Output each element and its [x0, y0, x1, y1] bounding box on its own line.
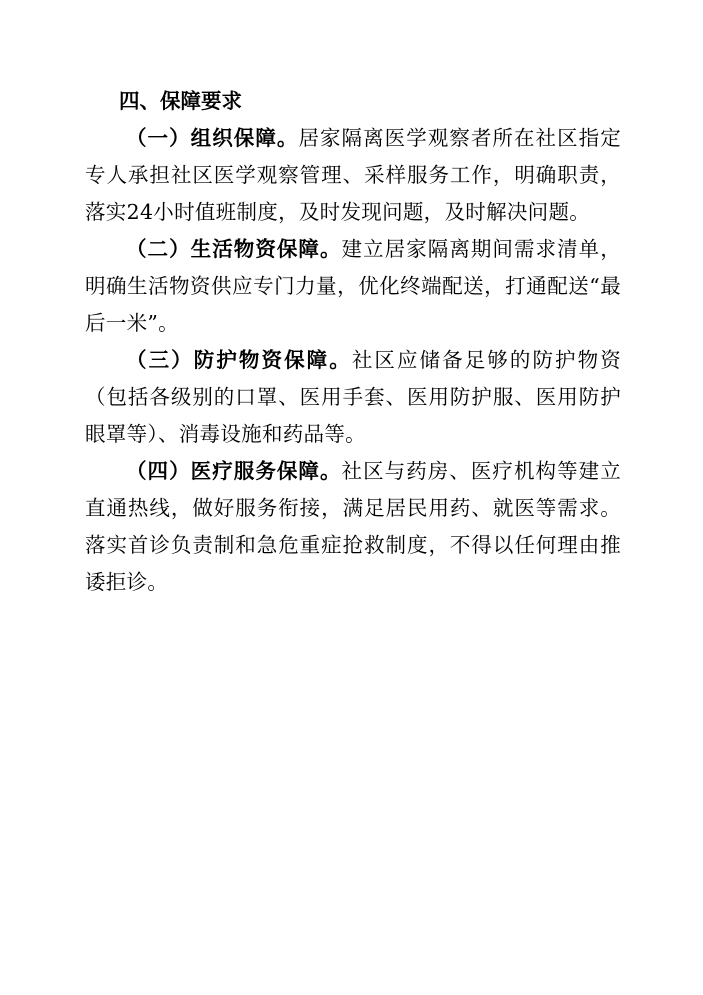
section-heading: 四、保障要求	[119, 89, 242, 113]
paragraph-living-supplies	[85, 231, 621, 342]
paragraph-text: 居家隔离医学观察者所在社区指定专人承担社区医学观察管理、采样服务工作，明确职责，落实24小时值班制度，及时发现问题，及时解决问题。	[85, 126, 621, 224]
document-body	[85, 83, 621, 601]
paragraph-organization	[85, 120, 621, 231]
paragraph-medical-services	[85, 453, 621, 601]
paragraph-text: 建立居家隔离期间需求清单，明确生活物资供应专门力量，优化终端配送，打通配送“最后一米”。	[85, 237, 621, 335]
paragraph-lead: （三）防护物资保障。	[126, 348, 352, 372]
paragraph-lead: （四）医疗服务保障。	[126, 459, 342, 483]
paragraph-text: 社区应储备足够的防护物资（包括各级别的口罩、医用手套、医用防护服、医用防护眼罩等）、消毒设施和药品等。	[85, 348, 621, 446]
paragraph-lead: （一）组织保障。	[126, 126, 299, 150]
paragraph-lead: （二）生活物资保障。	[126, 237, 342, 261]
paragraph-protective-supplies	[85, 342, 621, 453]
paragraph-text: 社区与药房、医疗机构等建立直通热线，做好服务衔接，满足居民用药、就医等需求。落实首诊负责制和急危重症抢救制度，不得以任何理由推诿拒诊。	[85, 459, 621, 594]
